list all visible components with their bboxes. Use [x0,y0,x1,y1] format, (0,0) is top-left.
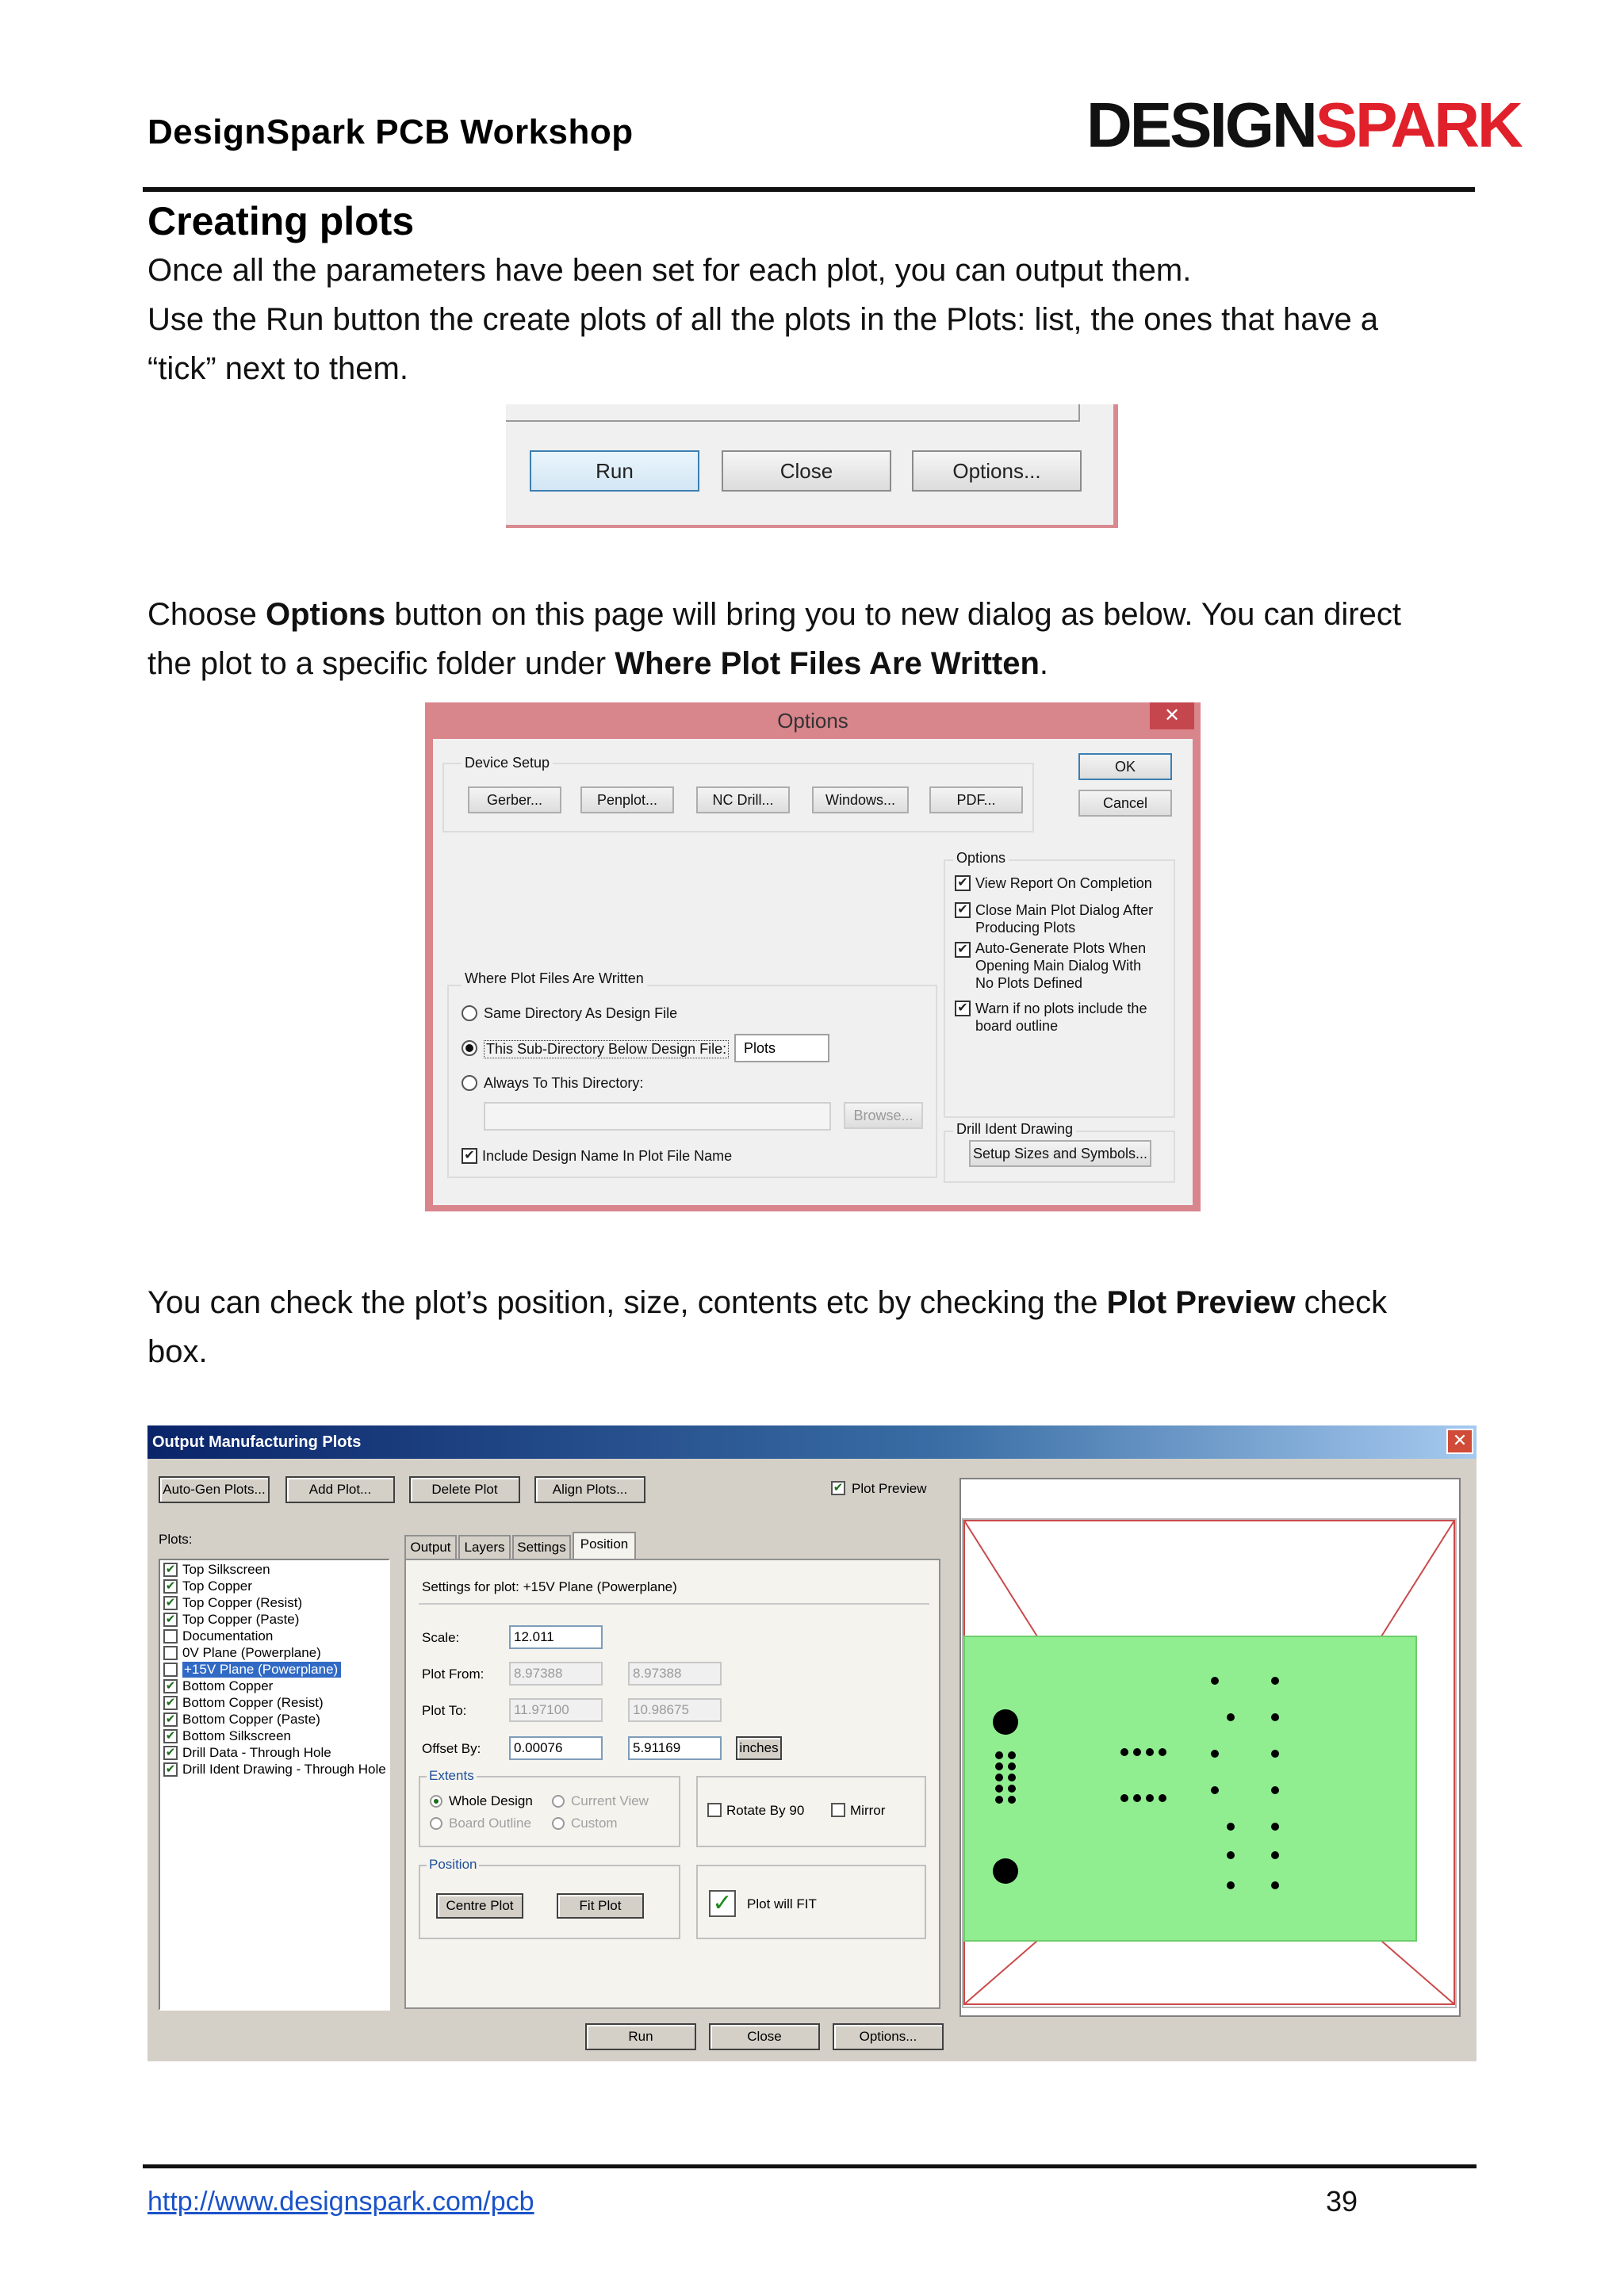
options-button[interactable]: Options... [912,450,1082,492]
paragraph-preview: You can check the plot’s position, size, contents etc by checking the Plot Preview check box. [147,1285,1388,1369]
view-report-checkbox[interactable]: ✔ [955,875,971,891]
warn-board-outline-checkbox[interactable]: ✔ [955,1001,971,1016]
header-rule [143,187,1475,192]
plots-label: Plots: [159,1532,193,1547]
output-manufacturing-plots-dialog: Output Manufacturing Plots ✕ Auto-Gen Plots... Add Plot... Delete Plot Align Plots... ✔ Plot Preview Plots: ✔ Top Silkscreen ✔ Top Copper ✔ Top Copper (Resist) ✔ Top Copper (Paste) Documentation 0V Plane (Powerplane) +15V Plane (Powerplane) ✔ Bottom Copper ✔ Bottom Copper (Resist) ✔ Bottom Copper (Paste) ✔ Bottom Silkscreen ✔ Drill Data - Through Hole ✔ Drill Ident Drawing - Through Hole Output Layers Settings Position Settings for plot: +15V Plane (Powerplane) Scale: 12.011 Plot From: 8.97388 8.97388 Plot To: 11.97100 10.98675 Offset By: 0.00076 5.91169 inches Extents Whole Design Current View Board Outline Custom Rotate By 90 Mirror Position Centre Plot Fit Plot ✓ Plot will FIT Run Close Options... [147,1425,1477,2061]
plots-list[interactable]: ✔ Top Silkscreen ✔ Top Copper ✔ Top Copper (Resist) ✔ Top Copper (Paste) Documentation 0V Plane (Powerplane) +15V Plane (Powerplane) ✔ Bottom Copper ✔ Bottom Copper (Resist) ✔ Bottom Copper (Paste) ✔ Bottom Silkscreen ✔ Drill Data - Through Hole ✔ Drill Ident Drawing - Through Hole [159,1559,390,2011]
options-group-label: Options [953,850,1009,867]
close-button[interactable]: Close [709,2023,820,2050]
scale-field[interactable]: 12.011 [509,1625,603,1649]
close-icon[interactable]: ✕ [1150,702,1194,729]
tab-area [404,1535,944,2011]
device-setup-label: Device Setup [462,755,553,771]
sub-directory-radio[interactable] [462,1040,477,1056]
omp-title-bar: Output Manufacturing Plots [147,1425,1477,1459]
tab-output[interactable]: Output [404,1535,457,1559]
add-plot-button[interactable]: Add Plot... [285,1476,395,1503]
centre-plot-button[interactable]: Centre Plot [436,1893,523,1919]
auto-gen-plots-button[interactable]: Auto-Gen Plots... [159,1476,270,1503]
position-tab-panel: Settings for plot: +15V Plane (Powerplane) Scale: 12.011 Plot From: 8.97388 8.97388 Plot To: 11.97100 10.98675 Offset By: 0.00076 5.91169 inches Extents Whole Design Current View Board Outline Custom Rotate By 90 Mirror Position Centre Plot Fit Plot ✓ Plot will FIT [404,1559,940,2009]
align-plots-button[interactable]: Align Plots... [534,1476,645,1503]
tab-position[interactable]: Position [573,1532,636,1559]
designspark-logo: DESIGNSPARK [1086,90,1521,160]
always-directory-input[interactable] [484,1102,831,1131]
tab-layers[interactable]: Layers [458,1535,511,1559]
pdf-button[interactable]: PDF... [929,786,1023,813]
run-button-strip [506,404,1118,528]
fit-plot-button[interactable]: Fit Plot [557,1893,644,1919]
windows-button[interactable]: Windows... [812,786,909,813]
section-title: Creating plots [147,199,415,243]
rotate-90-checkbox[interactable] [707,1803,722,1817]
run-button[interactable]: Run [530,450,699,492]
paragraph-intro: Once all the parameters have been set for each plot, you can output them. Use the Run button the create plots of all the plots in the Plots: list, the ones that have a “tick” next to them. [147,253,1379,386]
auto-generate-checkbox[interactable]: ✔ [955,942,971,958]
designspark-link[interactable]: http://www.designspark.com/pcb [147,2187,534,2217]
cancel-button[interactable]: Cancel [1078,790,1172,817]
fit-check-icon: ✓ [709,1890,736,1917]
plot-preview-drawing [961,1479,1459,2015]
same-directory-radio[interactable] [462,1005,477,1021]
browse-button[interactable]: Browse... [844,1102,923,1129]
close-button[interactable]: Close [722,450,891,492]
drill-ident-label: Drill Ident Drawing [953,1121,1076,1138]
sub-directory-input[interactable]: Plots [734,1034,829,1062]
units-button[interactable]: inches [736,1736,782,1760]
offset-y-field[interactable]: 5.91169 [628,1736,722,1760]
run-button[interactable]: Run [585,2023,696,2050]
close-icon[interactable]: ✕ [1446,1429,1473,1454]
ok-button[interactable]: OK [1078,753,1172,780]
offset-x-field[interactable]: 0.00076 [509,1736,603,1760]
plot-to-x-field[interactable]: 11.97100 [509,1698,603,1722]
where-plot-files-label: Where Plot Files Are Written [462,970,647,987]
plot-to-y-field[interactable]: 10.98675 [628,1698,722,1722]
setup-sizes-button[interactable]: Setup Sizes and Symbols... [969,1140,1151,1167]
gerber-button[interactable]: Gerber... [468,786,561,813]
tab-settings[interactable]: Settings [512,1535,571,1559]
custom-radio[interactable] [552,1817,565,1830]
settings-for-label: Settings for plot: +15V Plane (Powerplane) [422,1579,677,1594]
plot-preview-checkbox[interactable]: ✔ [831,1481,845,1495]
always-directory-radio[interactable] [462,1075,477,1091]
penplot-button[interactable]: Penplot... [580,786,674,813]
plot-preview-pane [959,1478,1461,2017]
document-header-title: DesignSpark PCB Workshop [147,113,634,151]
options-dialog: Options ✕ Device Setup Gerber... Penplot... NC Drill... Windows... PDF... OK Cancel Options ✔ View Report On Completion ✔ Close Main Plot Dialog After Producing Plots ✔ Auto-Generate Plots When Opening Main Dialog With No Plots Defined ✔ Warn if no plots include the board outline Where Plot Files Are Written Same Directory As Design File This Sub-Directory Below Design File: Plots Always To This Directory: Browse... ✔ Include Design Name In Plot File Name Drill Ident Drawing Setup Sizes and Symbols... [425,702,1201,1211]
close-main-dialog-checkbox[interactable]: ✔ [955,902,971,918]
include-design-name-checkbox[interactable]: ✔ [462,1148,477,1164]
options-button[interactable]: Options... [833,2023,944,2050]
paragraph-options: Choose Options button on this page will bring you to new dialog as below. You can direct the plot to a specific folder under Where Plot Files Are Written. [147,597,1401,681]
mirror-checkbox[interactable] [831,1803,845,1817]
current-view-radio[interactable] [552,1795,565,1808]
board-outline-radio[interactable] [430,1817,442,1830]
page-number: 39 [1326,2185,1358,2218]
nc-drill-button[interactable]: NC Drill... [696,786,790,813]
options-dialog-title: Options [777,709,848,733]
footer-rule [143,2164,1477,2168]
delete-plot-button[interactable]: Delete Plot [409,1476,520,1503]
extents-group [419,1776,680,1847]
plot-from-y-field[interactable]: 8.97388 [628,1662,722,1686]
whole-design-radio[interactable] [430,1795,442,1808]
plot-from-x-field[interactable]: 8.97388 [509,1662,603,1686]
